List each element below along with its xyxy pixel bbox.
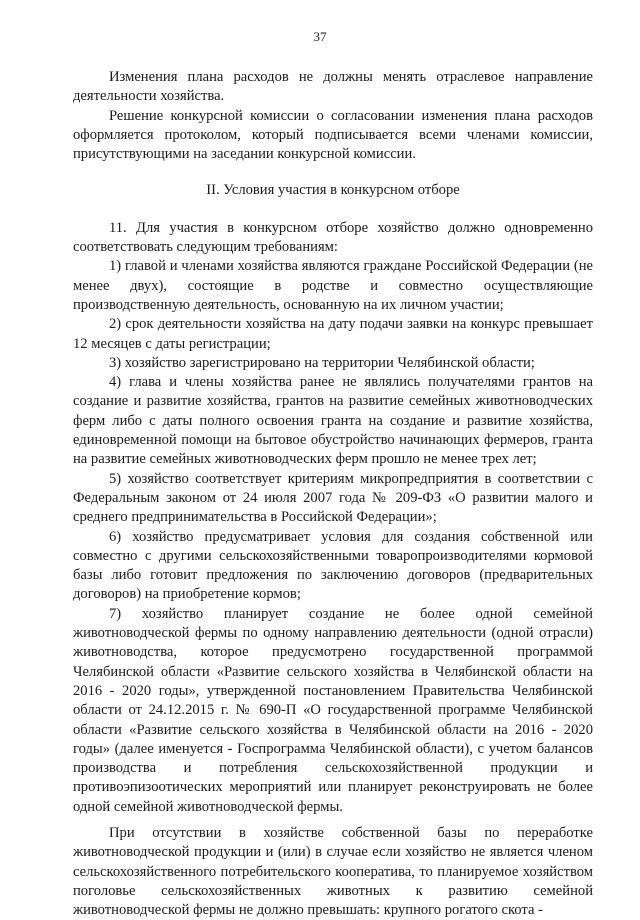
paragraph: При отсутствии в хозяйстве собственной базы по переработке животноводческой продукции и (или) в случае если хозяйство не является членом сельскохозяйственного потребительского кооператива, то планируемое хозяйством поголовье сельскохозяйственных животных к развитию семейной животноводческой фермы не должно превышать: крупного рогатого скота -	[73, 824, 593, 919]
list-item: 5) хозяйство соответствует критериям микропредприятия в соответствии с Федеральным законом от 24 июля 2007 года № 209-ФЗ «О развитии малого и среднего предпринимательства в Российской Федерации»;	[73, 470, 593, 526]
paragraph: Решение конкурсной комиссии о согласовании изменения плана расходов оформляется протоколом, который подписывается всеми членами комиссии, присутствующими на заседании конкурсной комиссии.	[73, 107, 593, 163]
section-heading: II. Условия участия в конкурсном отборе	[206, 182, 460, 199]
paragraph: 11. Для участия в конкурсном отборе хозяйство должно одновременно соответствовать следующим требованиям:	[73, 219, 593, 256]
paragraph: Изменения плана расходов не должны менять отраслевое направление деятельности хозяйства.	[73, 69, 593, 105]
list-item: 3) хозяйство зарегистрировано на территории Челябинской области;	[109, 354, 535, 371]
page-number: 37	[313, 29, 327, 44]
list-item: 1) главой и членами хозяйства являются граждане Российской Федерации (не менее двух), состоящие в родстве и совместно осуществляющие производственную деятельность, основанную на их личном участии;	[73, 258, 593, 313]
list-item: 4) глава и члены хозяйства ранее не являлись получателями грантов на создание и развитие хозяйства, грантов на развитие семейных животноводческих ферм либо с даты полного освоения гранта на создание и развитие хозяйства, единовременной помощи на бытовое обустройство начинающих фермеров, гранта на развитие семейных животноводческих ферм прошло не менее трех лет;	[73, 374, 593, 468]
list-item: 6) хозяйство предусматривает условия для создания собственной или совместно с другими сельскохозяйственными товаропроизводителями кормовой базы либо готовит предложения по заключению договоров (предварительных договоров) на приобретение кормов;	[73, 528, 593, 603]
list-item: 7) хозяйство планирует создание не более одной семейной животноводческой фермы по одному направлению деятельности (одной отрасли) животноводства, которое предусмотрено государственной программой Челябинской области «Развитие сельского хозяйства в Челябинской области на 2016 - 2020 годы», утвержденной постановлением Правительства Челябинской области от 24.12.2015 г. № 690-П «О государственной программе Челябинской области «Развитие сельского хозяйства в Челябинской области на 2016 - 2020 годы» (далее именуется - Госпрограмма Челябинской области), с учетом балансов производства и потребления сельскохозяйственной продукции и противоэпизоотических мероприятий или планирует реконструировать не более одной семейной животноводческой фермы.	[73, 605, 593, 815]
list-item: 2) срок деятельности хозяйства на дату подачи заявки на конкурс превышает 12 месяцев с даты регистрации;	[73, 316, 593, 352]
document-body	[73, 68, 593, 920]
